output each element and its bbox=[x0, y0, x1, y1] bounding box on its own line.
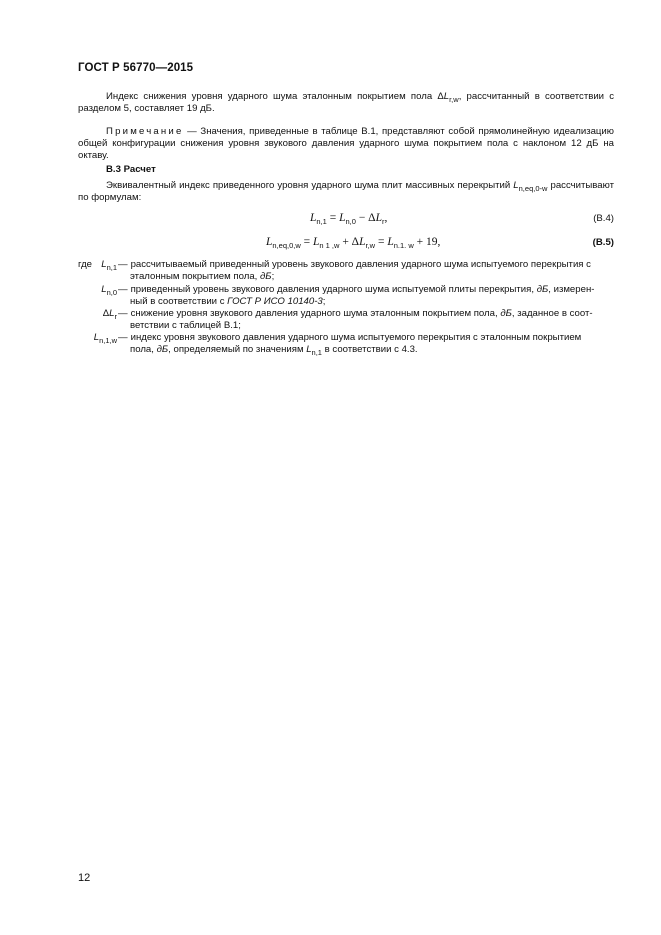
definition-delta-lr: — снижение уровня звукового давления ударного шума эталонным покрытием пола, дБ, заданное в соот- ветствии с таблицей В.1; bbox=[118, 308, 593, 332]
note-paragraph bbox=[78, 126, 614, 163]
definition-symbol-ln1w: $L_{n,1,w}$ bbox=[93, 332, 117, 345]
equation-number-b4: (В.4) bbox=[593, 213, 614, 224]
document-code: ГОСТ Р 56770—2015 bbox=[78, 62, 194, 74]
definition-symbol-delta-lr: $\Delta L_r$ bbox=[102, 308, 117, 321]
section-title: В.3 Расчет bbox=[106, 164, 156, 175]
note-label: Примечание bbox=[106, 126, 184, 137]
where-label: где bbox=[78, 259, 93, 270]
definition-ln1w: — индекс уровня звукового давления ударного шума испытуемого перекрытия с эталонным покрытием пола, дБ, определяемый по значениям $L_{n,1}$ в соответствии с 4.3. bbox=[118, 332, 582, 358]
equation-number-b5: (В.5) bbox=[592, 237, 614, 248]
note-text: — Значения, приведенные в таблице В.1, представляют собой прямолинейную идеализацию общей конфигурации снижения уровня звукового давления ударного шума покрытием пола с наклоном 12 дБ на октаву. bbox=[78, 126, 614, 162]
definition-ln0: — приведенный уровень звукового давления ударного шума испытуемой плиты перекрытия, дБ, измерен- ный в соответствии с ГОСТ Р ИСО 10140-3; bbox=[118, 284, 595, 308]
definition-ln1: — рассчитываемый приведенный уровень звукового давления ударного шума испытуемого перекрытия с эталонным покрытием пола, дБ; bbox=[118, 259, 591, 283]
definition-symbol-ln1: $L_{n,1}$ bbox=[101, 259, 117, 272]
definition-symbol-ln0: $L_{n,0}$ bbox=[101, 284, 117, 297]
formula-b4: $L_{n,1} = L_{n,0} - \Delta L_r$, bbox=[310, 212, 388, 226]
page-number: 12 bbox=[78, 872, 91, 884]
paragraph-reference-index: Индекс снижения уровня ударного шума эталонным покрытием пола $\Delta L_{r,w}$, рассчитанный в соответствии с разделом 5, составляет 19 дБ. bbox=[78, 91, 615, 115]
paragraph-calculation-intro: Эквивалентный индекс приведенного уровня ударного шума плит массивных перекрытий $L_{n,eq,0-w}$ рассчитывают по формулам: bbox=[78, 180, 614, 204]
formula-b5: $L_{n,eq,0,w} = L_{n 1 ,w} + \Delta L_{r,w} = L_{n.1. w} + 19$, bbox=[266, 236, 441, 250]
